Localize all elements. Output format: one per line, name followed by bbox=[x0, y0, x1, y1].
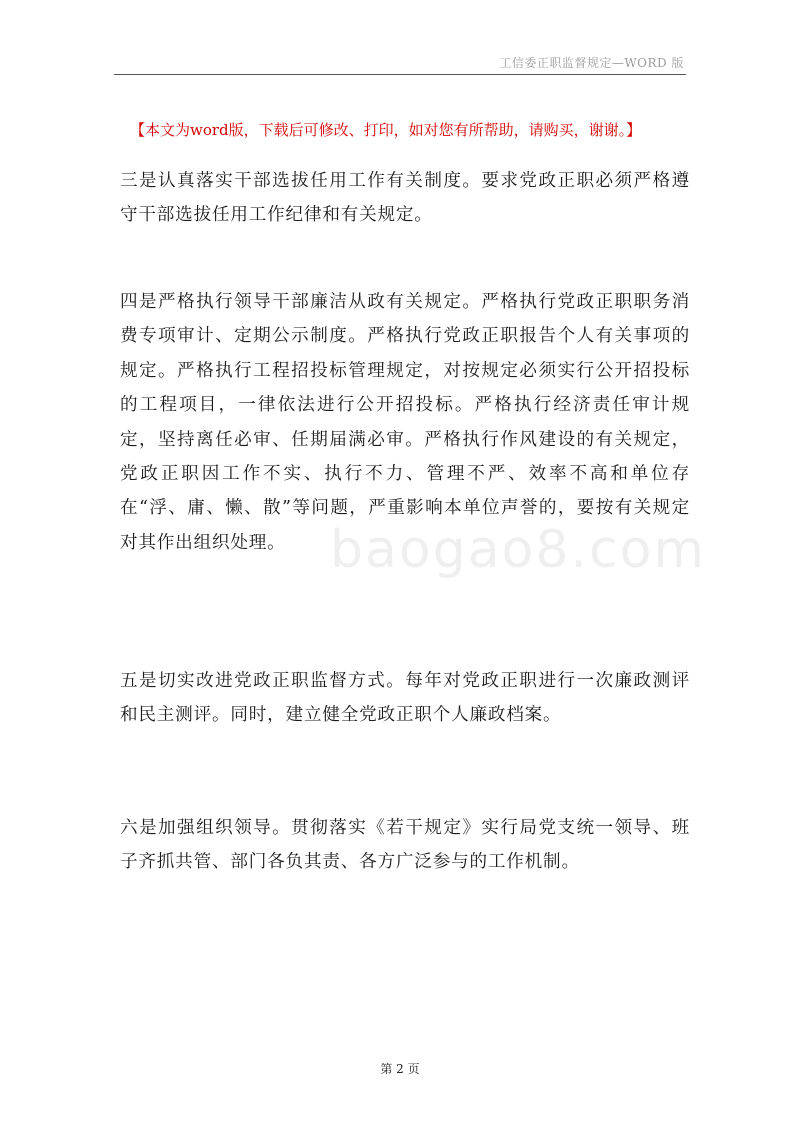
watermark: baogao8.com bbox=[330, 520, 707, 580]
paragraph-five: 五是切实改进党政正职监督方式。每年对党政正职进行一次廉政测评和民主测评。同时，建立健全党政正职个人廉政档案。 bbox=[120, 671, 690, 726]
download-notice: 【本文为word版，下载后可修改、打印，如对您有所帮助，请购买，谢谢。】 bbox=[130, 121, 642, 139]
paragraph-six: 六是加强组织领导。贯彻落实《若干规定》实行局党支统一领导、班子齐抓共管、部门各负其责、各方广泛参与的工作机制。 bbox=[120, 818, 690, 873]
header-title: 工信委正职监督规定—WORD 版 bbox=[499, 56, 684, 70]
paragraph-three: 三是认真落实干部选拔任用工作有关制度。要求党政正职必须严格遵守干部选拔任用工作纪律和有关规定。 bbox=[120, 171, 690, 226]
header-divider bbox=[114, 74, 686, 75]
paragraph-four: 四是严格执行领导干部廉洁从政有关规定。严格执行党政正职职务消费专项审计、定期公示制度。严格执行党政正职报告个人有关事项的规定。严格执行工程招投标管理规定，对按规定必须实行公开招投标的工程项目，一律依法进行公开招投标。严格执行经济责任审计规定，坚持离任必审、任期届满必审。严格执行作风建设的有关规定，党政正职因工作不实、执行不力、管理不严、效率不高和单位存在“浮、庸、懒、散”等问题，严重影响本单位声誉的，要按有关规定对其作出组织处理。 bbox=[120, 292, 690, 553]
page-number: 第 2 页 bbox=[380, 1062, 420, 1076]
